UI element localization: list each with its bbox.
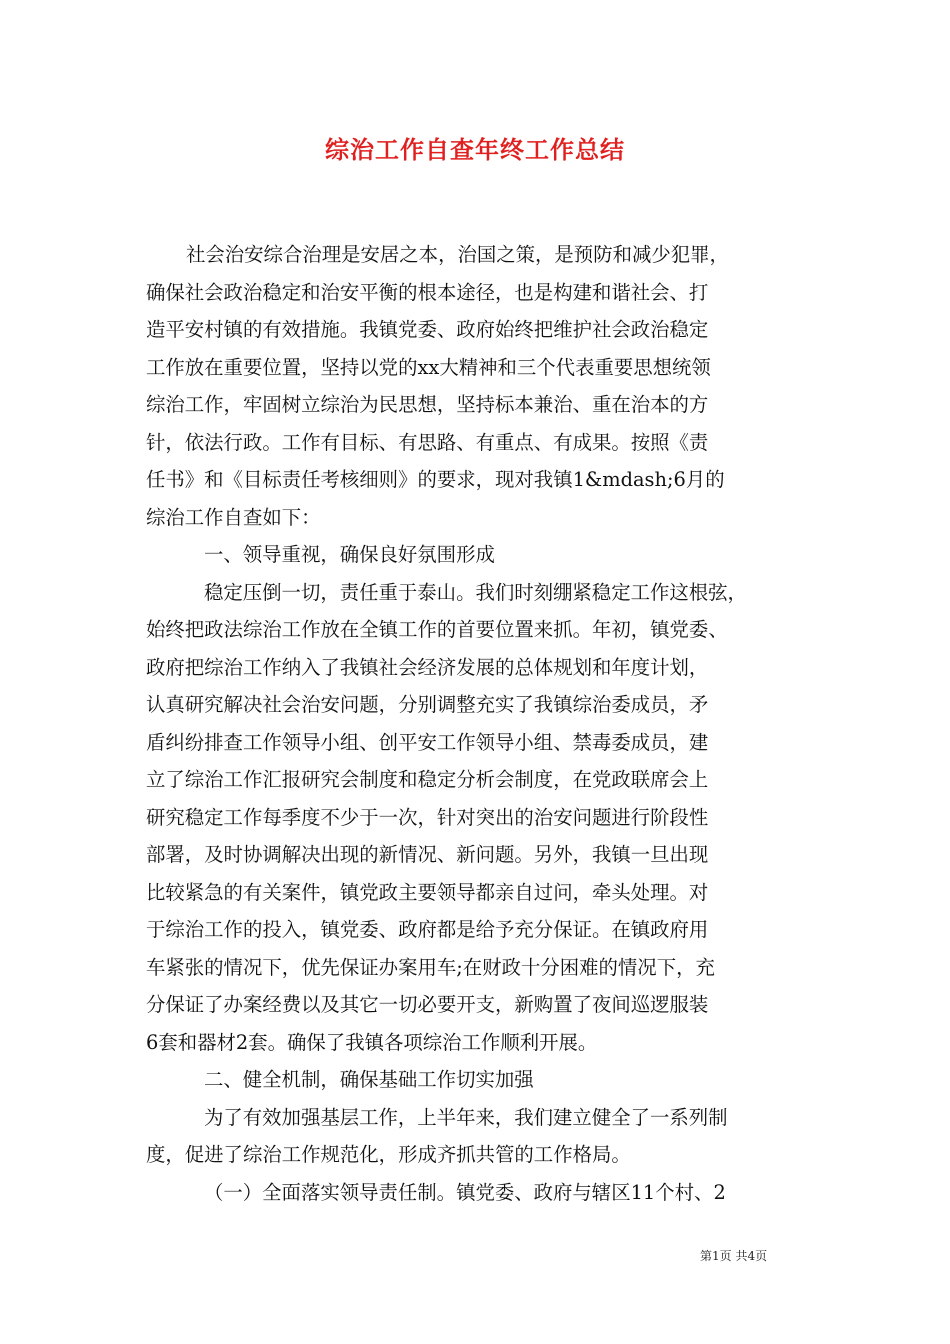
paragraph-line: 6套和器材2套。确保了我镇各项综治工作顺利开展。 bbox=[146, 1030, 598, 1054]
paragraph-line: 针，依法行政。工作有目标、有思路、有重点、有成果。按照《责 bbox=[146, 430, 709, 454]
document-body bbox=[146, 236, 808, 1211]
page-number: 第1页 共4页 bbox=[700, 1249, 768, 1263]
paragraph-line: 部署，及时协调解决出现的新情况、新问题。另外，我镇一旦出现 bbox=[146, 843, 709, 866]
paragraph-line: 综治工作，牢固树立综治为民思想，坚持标本兼治、重在治本的方 bbox=[146, 393, 709, 416]
paragraph-line: 工作放在重要位置，坚持以党的xx大精神和三个代表重要思想统领 bbox=[146, 355, 711, 379]
paragraph-line: 造平安村镇的有效措施。我镇党委、政府始终把维护社会政治稳定 bbox=[146, 318, 709, 341]
paragraph-line: 任书》和《目标责任考核细则》的要求，现对我镇1&mdash;6月的 bbox=[146, 468, 725, 491]
paragraph-line: 盾纠纷排查工作领导小组、创平安工作领导小组、禁毒委成员，建 bbox=[146, 730, 709, 754]
paragraph-line: 社会治安综合治理是安居之本，治国之策，是预防和减少犯罪， bbox=[186, 243, 729, 266]
paragraph-line: 政府把综治工作纳入了我镇社会经济发展的总体规划和年度计划， bbox=[146, 655, 709, 679]
page-title: 综治工作自查年终工作总结 bbox=[325, 136, 625, 164]
paragraph-line: 车紧张的情况下，优先保证办案用车;在财政十分困难的情况下，充 bbox=[146, 955, 715, 979]
paragraph-line: 为了有效加强基层工作，上半年来，我们建立健全了一系列制 bbox=[204, 1105, 728, 1129]
section-heading-1: 一、领导重视，确保良好氛围形成 bbox=[204, 543, 495, 566]
paragraph-line: （一）全面落实领导责任制。镇党委、政府与辖区11个村、2 bbox=[204, 1180, 726, 1204]
paragraph-line: 度，促进了综治工作规范化，形成齐抓共管的工作格局。 bbox=[146, 1143, 631, 1166]
section-heading-2: 二、健全机制，确保基础工作切实加强 bbox=[204, 1068, 534, 1091]
paragraph-line: 认真研究解决社会治安问题，分别调整充实了我镇综治委成员，矛 bbox=[146, 693, 709, 716]
paragraph-line: 始终把政法综治工作放在全镇工作的首要位置来抓。年初，镇党委、 bbox=[146, 618, 728, 641]
paragraph-line: 确保社会政治稳定和治安平衡的根本途径，也是构建和谐社会、打 bbox=[146, 280, 709, 304]
paragraph-line: 立了综治工作汇报研究会制度和稳定分析会制度，在党政联席会上 bbox=[146, 768, 709, 791]
paragraph-line: 稳定压倒一切，责任重于泰山。我们时刻绷紧稳定工作这根弦， bbox=[204, 580, 747, 604]
paragraph-line: 分保证了办案经费以及其它一切必要开支，新购置了夜间巡逻服装 bbox=[146, 993, 709, 1016]
paragraph-line: 综治工作自查如下： bbox=[146, 505, 321, 529]
paragraph-line: 于综治工作的投入，镇党委、政府都是给予充分保证。在镇政府用 bbox=[146, 918, 709, 941]
paragraph-line: 比较紧急的有关案件，镇党政主要领导都亲自过问，牵头处理。对 bbox=[146, 880, 709, 904]
paragraph-line: 研究稳定工作每季度不少于一次，针对突出的治安问题进行阶段性 bbox=[146, 805, 709, 829]
